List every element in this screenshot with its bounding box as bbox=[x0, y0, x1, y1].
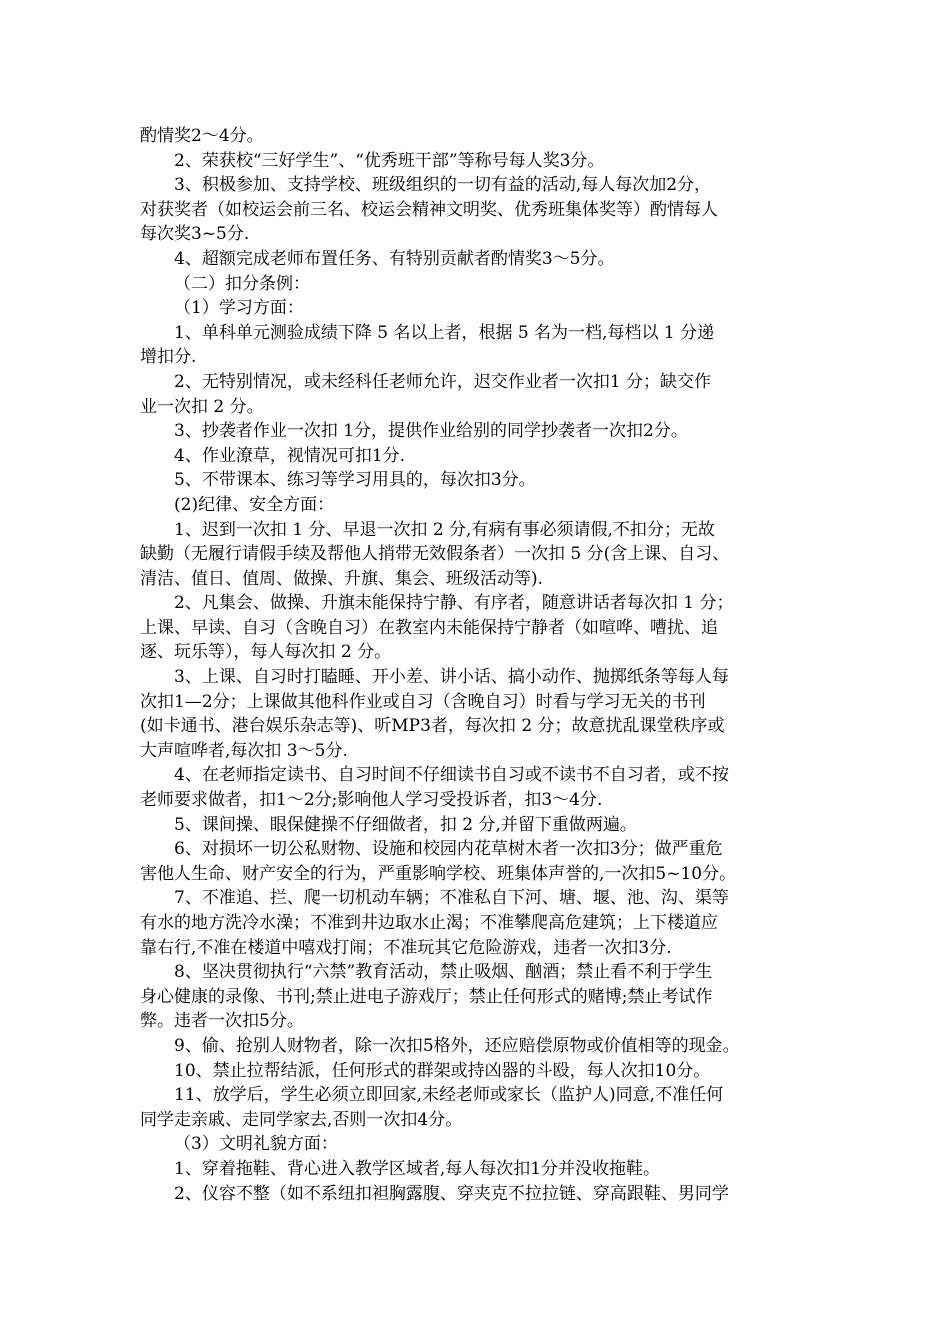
text-line: 清洁、值日、值周、做操、升旗、集会、班级活动等). bbox=[140, 568, 544, 589]
text-line: 业一次扣 2 分。 bbox=[140, 396, 264, 417]
text-line: 5、课间操、眼保健操不仔细做者，扣 2 分,并留下重做两遍。 bbox=[174, 814, 637, 835]
text-line: 3、抄袭者作业一次扣 1分，提供作业给别的同学抄袭者一次扣2分。 bbox=[174, 421, 688, 442]
text-line: 7、不准追、拦、爬一切机动车辆；不准私自下河、塘、堰、池、沟、渠等 bbox=[174, 888, 729, 909]
document-body bbox=[140, 124, 812, 1206]
text-line: 每次奖3~5分. bbox=[140, 224, 250, 245]
text-line: 2、仪容不整（如不系纽扣袒胸露腹、穿夹克不拉拉链、穿高跟鞋、男同学 bbox=[174, 1183, 729, 1204]
text-line: 2、凡集会、做操、升旗未能保持宁静、有序者，随意讲话者每次扣 1 分； bbox=[174, 593, 734, 614]
text-line: 次扣1—2分；上课做其他科作业或自习（含晚自习）时看与学习无关的书刊 bbox=[140, 691, 706, 712]
text-line: （二）扣分条例： bbox=[174, 273, 310, 294]
text-line: 4、作业潦草，视情况可扣1分. bbox=[174, 445, 406, 466]
text-line: 同学走亲戚、走同学家去,否则一次扣4分。 bbox=[140, 1109, 463, 1130]
text-line: 3、上课、自习时打瞌睡、开小差、讲小话、搞小动作、抛掷纸条等每人每 bbox=[174, 667, 729, 688]
text-line: 增扣分. bbox=[140, 347, 197, 368]
text-line: (2)纪律、安全方面： bbox=[174, 494, 335, 515]
text-line: 1、穿着拖鞋、背心进入教学区域者,每人每次扣1分并没收拖鞋。 bbox=[174, 1158, 661, 1179]
text-line: 上课、早读、自习（含晚自习）在教室内未能保持宁静者（如喧哗、嘈扰、追 bbox=[140, 617, 718, 638]
text-line: 1、单科单元测验成绩下降 5 名以上者，根据 5 名为一档,每档以 1 分递 bbox=[174, 322, 715, 343]
text-line: 对获奖者（如校运会前三名、校运会精神文明奖、优秀班集体奖等）酌情每人 bbox=[140, 199, 718, 220]
text-line: 9、偷、抢别人财物者，除一次扣5格外，还应赔偿原物或价值相等的现金。 bbox=[174, 1035, 740, 1056]
text-line: 6、对损坏一切公私财物、设施和校园内花草树木者一次扣3分；做严重危 bbox=[174, 839, 723, 860]
text-line: 靠右行,不准在楼道中嘻戏打闹；不准玩其它危险游戏，违者一次扣3分. bbox=[140, 937, 672, 958]
text-line: (如卡通书、港台娱乐杂志等)、听MP3者，每次扣 2 分；故意扰乱课堂秩序或 bbox=[140, 716, 725, 737]
text-line: 逐、玩乐等），每人每次扣 2 分。 bbox=[140, 642, 392, 663]
text-line: 弊。违者一次扣5分。 bbox=[140, 1011, 304, 1032]
text-line: 大声喧哗者,每次扣 3～5分. bbox=[140, 740, 348, 761]
text-line: 4、超额完成老师布置任务、有特别贡献者酌情奖3～5分。 bbox=[174, 248, 615, 269]
text-line: 10、禁止拉帮结派，任何形式的群架或持凶器的斗殴，每人次扣10分。 bbox=[174, 1060, 711, 1081]
text-line: 8、坚决贯彻执行“六禁”教育活动，禁止吸烟、酗酒；禁止看不利于学生 bbox=[174, 962, 713, 983]
text-line: 身心健康的录像、书刊;禁止进电子游戏厅；禁止任何形式的赌博;禁止考试作 bbox=[140, 986, 713, 1007]
text-line: 11、放学后，学生必须立即回家,未经老师或家长（监护人)同意,不准任何 bbox=[174, 1085, 724, 1106]
text-line: 1、迟到一次扣 1 分、早退一次扣 2 分,有病有事必须请假,不扣分；无故 bbox=[174, 519, 715, 540]
text-line: 3、积极参加、支持学校、班级组织的一切有益的活动,每人每次加2分， bbox=[174, 175, 712, 196]
text-line: 缺勤（无履行请假手续及帮他人捎带无效假条者）一次扣 5 分(含上课、自习、 bbox=[140, 544, 730, 565]
text-line: 酌情奖2～4分。 bbox=[140, 126, 264, 146]
text-line: 5、不带课本、练习等学习用具的，每次扣3分。 bbox=[174, 470, 536, 491]
text-line: （3）文明礼貌方面： bbox=[174, 1134, 338, 1155]
text-line: 害他人生命、财产安全的行为，严重影响学校、班集体声誉的,一次扣5~10分。 bbox=[140, 863, 737, 884]
text-line: 2、荣获校“三好学生”、“优秀班干部”等称号每人奖3分。 bbox=[174, 150, 605, 171]
text-line: 有水的地方洗冷水澡；不准到井边取水止渴；不准攀爬高危建筑；上下楼道应 bbox=[140, 913, 718, 933]
text-line: （1）学习方面： bbox=[174, 298, 304, 319]
text-line: 老师要求做者，扣1～2分;影响他人学习受投诉者，扣3～4分. bbox=[140, 790, 603, 811]
text-line: 4、在老师指定读书、自习时间不仔细读书自习或不读书不自习者，或不按 bbox=[174, 765, 729, 786]
text-line: 2、无特别情况，或未经科任老师允许，迟交作业者一次扣1 分；缺交作 bbox=[174, 371, 712, 392]
